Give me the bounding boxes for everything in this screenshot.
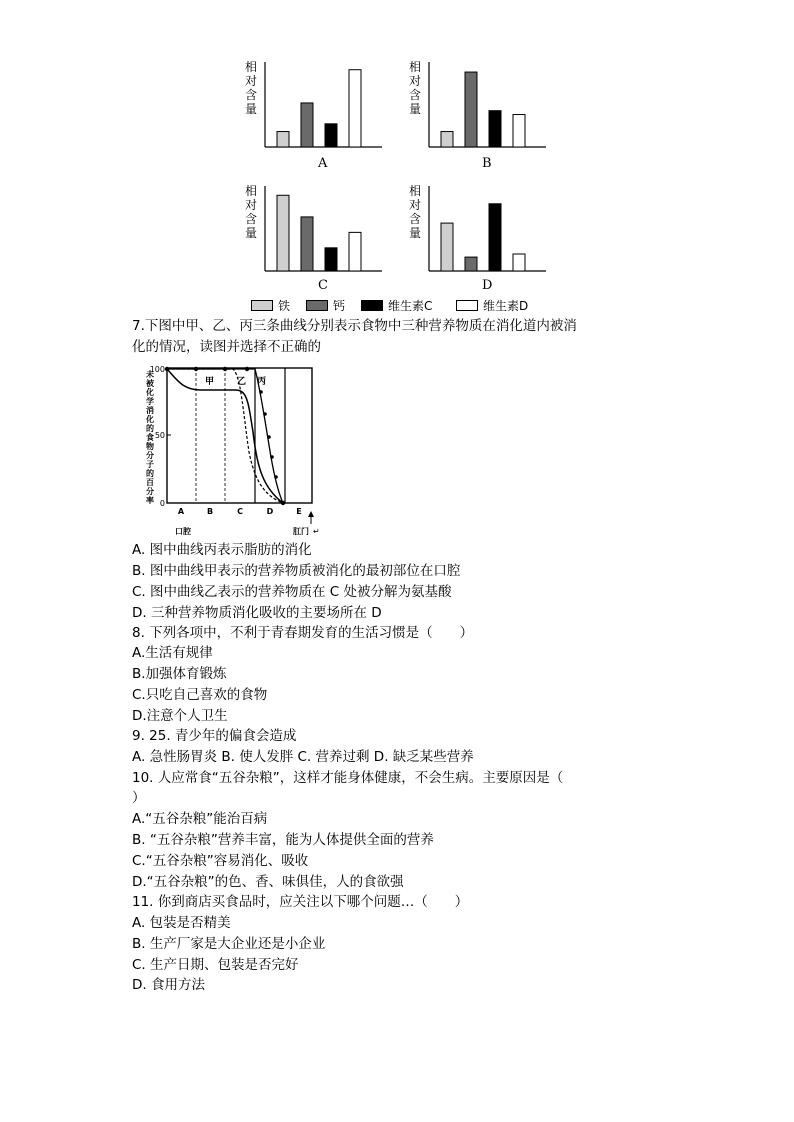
option-7d: D. 三种营养物质消化吸收的主要场所在 D: [132, 605, 382, 621]
bar-vitamin-d: [513, 115, 525, 147]
legend-swatch: [456, 300, 478, 311]
legend-swatch: [306, 300, 328, 311]
bar-vitamin-c: [489, 111, 501, 147]
question-10-line-2: ）: [132, 790, 146, 806]
y-label-char: 量: [244, 102, 257, 116]
legend-swatch: [361, 300, 383, 311]
option-8b: B.加强体育锻炼: [132, 666, 227, 682]
marker: [281, 501, 285, 505]
option-7c: C. 图中曲线乙表示的营养物质在 C 处被分解为氨基酸: [132, 584, 452, 600]
marker: [259, 390, 263, 394]
chart-letter: C: [318, 278, 328, 293]
y-label-char: 含: [244, 212, 257, 226]
marker: [245, 367, 249, 371]
marker: [263, 412, 267, 416]
option-8d: D.注意个人卫生: [132, 708, 228, 724]
legend-label: 维生素C: [388, 299, 433, 313]
chart-letter: A: [318, 156, 328, 171]
bar-vitamin-c: [325, 248, 337, 271]
y-tick-label: 0: [159, 499, 165, 508]
y-label-char: 对: [244, 198, 257, 212]
bar-calcium: [465, 72, 477, 147]
marker: [165, 367, 169, 371]
option-7b: B. 图中曲线甲表示的营养物质被消化的最初部位在口腔: [132, 563, 461, 579]
y-label-char: 量: [244, 226, 257, 240]
question-11: 11. 你到商店买食品时，应关注以下哪个问题…（ ）: [132, 894, 469, 910]
chart-letter: D: [482, 278, 493, 293]
bar-vitamin-c: [489, 204, 501, 271]
bar-vitamin-d: [349, 232, 361, 271]
x-start-label: 口腔: [175, 527, 191, 536]
option-7a: A. 图中曲线丙表示脂肪的消化: [132, 542, 312, 558]
bar-plot: [244, 182, 384, 277]
question-9: 9. 25. 青少年的偏食会造成: [132, 728, 297, 744]
option-8a: A.生活有规律: [132, 645, 213, 661]
x-tick-label: E: [296, 507, 302, 516]
option-8c: C.只吃自己喜欢的食物: [132, 687, 268, 703]
bar-calcium: [301, 103, 313, 147]
digestion-plot: [143, 362, 328, 540]
bar-plot: [244, 58, 384, 153]
return-mark: ↵: [313, 527, 320, 536]
bar-vitamin-d: [349, 70, 361, 147]
options-9: A. 急性肠胃炎 B. 使人发胖 C. 营养过剩 D. 缺乏某些营养: [132, 749, 474, 765]
question-8: 8. 下列各项中，不利于青春期发育的生活习惯是（ ）: [132, 625, 474, 641]
digestion-chart: [143, 362, 328, 544]
legend-label: 钙: [333, 299, 346, 313]
option-11d: D. 食用方法: [132, 977, 205, 993]
x-tick-label: A: [177, 507, 185, 516]
option-10d: D.“五谷杂粮”的色、香、味俱佳，人的食欲强: [132, 874, 404, 890]
chart-letter: B: [482, 156, 492, 171]
option-11c: C. 生产日期、包装是否完好: [132, 957, 299, 973]
y-label-char: 含: [408, 88, 421, 102]
bar-vitamin-d: [513, 254, 525, 271]
bar-plot: [408, 182, 548, 277]
bar-iron: [441, 223, 453, 271]
question-10-line-1: 10. 人应常食“五谷杂粮”，这样才能身体健康，不会生病。主要原因是（: [132, 770, 564, 786]
option-10a: A.“五谷杂粮”能治百病: [132, 811, 268, 827]
option-10c: C.“五谷杂粮”容易消化、吸收: [132, 853, 309, 869]
y-label-char: 对: [408, 198, 421, 212]
curve-label-yi: 乙: [237, 377, 247, 387]
y-label-char: 含: [244, 88, 257, 102]
x-tick-label: D: [266, 507, 274, 516]
y-label-char: 对: [408, 74, 421, 88]
option-11a: A. 包装是否精美: [132, 915, 231, 931]
y-label-char: 相: [408, 184, 421, 198]
bar-calcium: [465, 257, 477, 271]
question-7-line-2: 化的情况，读图并选择不正确的: [132, 339, 321, 355]
y-tick-label: 100: [149, 365, 165, 374]
y-label-char: 相: [244, 60, 257, 74]
marker: [274, 475, 278, 479]
x-tick-label: C: [237, 507, 243, 516]
question-7-line-1: 7.下图中甲、乙、丙三条曲线分别表示食物中三种营养物质在消化道内被消: [132, 318, 577, 334]
legend-label: 维生素D: [483, 299, 529, 313]
y-label-char: 含: [408, 212, 421, 226]
bar-iron: [277, 195, 289, 271]
marker: [270, 455, 274, 459]
digestion-y-label: 未被化学消化的食物分子的百分率: [146, 370, 154, 505]
x-end-label: 肛门: [293, 527, 309, 536]
y-label-char: 量: [408, 102, 421, 116]
legend-label: 铁: [278, 299, 291, 313]
bar-vitamin-c: [325, 124, 337, 147]
y-label-char: 相: [408, 60, 421, 74]
y-label-char: 量: [408, 226, 421, 240]
bar-calcium: [301, 217, 313, 271]
anus-arrow-head: [308, 511, 314, 517]
x-tick-label: B: [206, 507, 214, 516]
y-tick-label: 50: [154, 431, 165, 440]
y-label-char: 对: [244, 74, 257, 88]
curve-label-bing: 丙: [257, 377, 267, 387]
marker: [267, 435, 271, 439]
legend-swatch: [251, 300, 273, 311]
bar-iron: [277, 132, 289, 147]
option-10b: B. “五谷杂粮”营养丰富，能为人体提供全面的营养: [132, 832, 434, 848]
bar-iron: [441, 132, 453, 147]
bar-chart-b: [408, 58, 548, 170]
y-label-char: 相: [244, 184, 257, 198]
bar-chart-c: [244, 182, 384, 294]
bar-chart-a: [244, 58, 384, 170]
option-11b: B. 生产厂家是大企业还是小企业: [132, 936, 326, 952]
marker: [194, 367, 198, 371]
bar-plot: [408, 58, 548, 153]
marker: [223, 367, 227, 371]
bar-chart-d: [408, 182, 548, 294]
curve-label-jia: 甲: [205, 377, 215, 387]
